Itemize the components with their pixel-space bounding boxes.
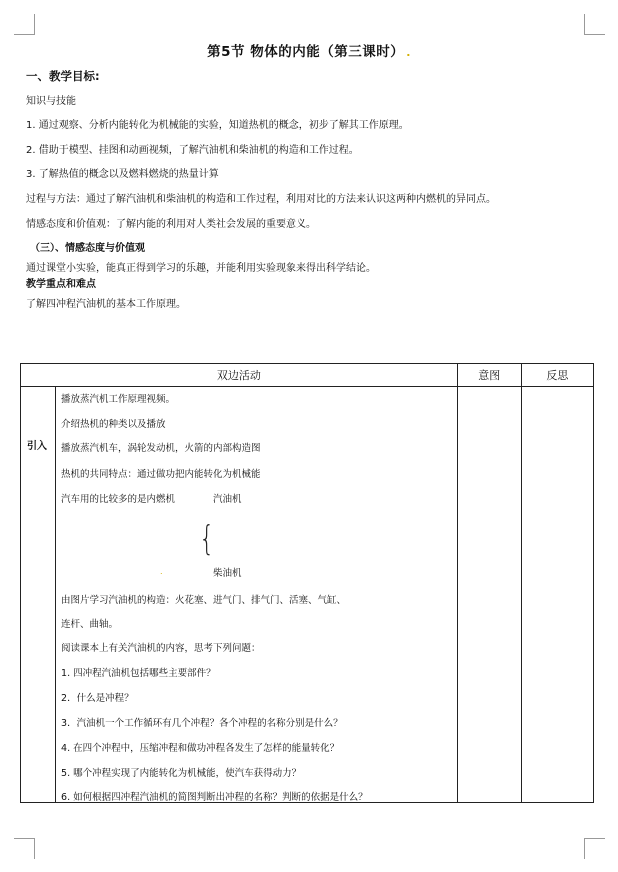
emotion-text: 通过课堂小实验，能真正得到学习的乐趣，并能利用实验现象来得出科学结论。 [26,263,376,274]
page-title [0,40,618,60]
crop-mark-top-left [14,14,35,35]
header-activity: 双边活动 [21,364,458,387]
brace-symbol: { [199,519,215,559]
header-intent: 意图 [457,364,521,387]
crop-mark-bottom-right [584,838,605,859]
table-row [21,387,594,803]
row-label: 引入 [27,441,47,452]
title-text: 第5节 物体的内能（第三课时） [207,44,405,60]
header-reflection: 反思 [521,364,593,387]
question-item: 5. 哪个冲程实现了内能转化为机械能，使汽车获得动力？ [61,768,302,779]
question-item: 1. 四冲程汽油机包括哪些主要部件？ [61,668,216,679]
activity-table [20,363,594,803]
intent-cell [457,387,521,803]
activity-line: 介绍热机的种类以及播放 [61,419,166,430]
stray-mark: . [160,567,163,576]
objective-item-3: 3. 了解热值的概念以及燃料燃烧的热量计算 [26,169,219,180]
engine-type-gasoline: 汽油机 [213,494,242,505]
question-item: 3．汽油机一个工作循环有几个冲程？各个冲程的名称分别是什么？ [61,718,343,729]
table-header-row [21,364,594,387]
section-heading-emotion: （三）、情感态度与价值观 [30,243,145,254]
process-method: 过程与方法：通过了解汽油机和柴油机的构造和工作过程，利用对比的方法来认识这两种内燃机的异同点。 [26,194,496,205]
title-mark: . [406,46,411,59]
row-label-cell [21,387,56,803]
activity-line: 连杆、曲轴。 [61,619,119,630]
emotion-values: 情感态度和价值观：了解内能的利用对人类社会发展的重要意义。 [26,219,316,230]
reflection-cell [521,387,593,803]
crop-mark-bottom-left [14,838,35,859]
key-points-heading: 教学重点和难点 [26,279,96,290]
activity-content-cell [56,387,458,803]
question-item: 2．什么是冲程？ [61,693,134,704]
activity-line: 热机的共同特点：通过做功把内能转化为机械能 [61,469,261,480]
question-item: 4. 在四个冲程中，压缩冲程和做功冲程各发生了怎样的能量转化？ [61,743,340,754]
engine-type-diesel: 柴油机 [213,568,242,579]
activity-line: 汽车用的比较多的是内燃机 [61,494,176,505]
question-item: 6. 如何根据四冲程汽油机的简图判断出冲程的名称？判断的依据是什么？ [61,792,368,803]
objective-item-2: 2. 借助于模型、挂图和动画视频，了解汽油机和柴油机的构造和工作过程。 [26,145,359,156]
activity-line: 播放蒸汽机工作原理视频。 [61,394,176,405]
crop-mark-top-right [584,14,605,35]
subheading-knowledge: 知识与技能 [26,96,76,107]
key-points-text: 了解四冲程汽油机的基本工作原理。 [26,299,186,310]
activity-line: 由图片学习汽油机的构造：火花塞、进气门、排气门、活塞、气缸、 [61,595,347,606]
activity-line: 播放蒸汽机车，涡轮发动机，火箭的内部构造图 [61,443,261,454]
activity-line: 阅读课本上有关汽油机的内容，思考下列问题： [61,643,261,654]
objective-item-1: 1. 通过观察、分析内能转化为机械能的实验，知道热机的概念，初步了解其工作原理。 [26,120,409,131]
section-heading-objectives: 一、教学目标: [26,69,100,83]
